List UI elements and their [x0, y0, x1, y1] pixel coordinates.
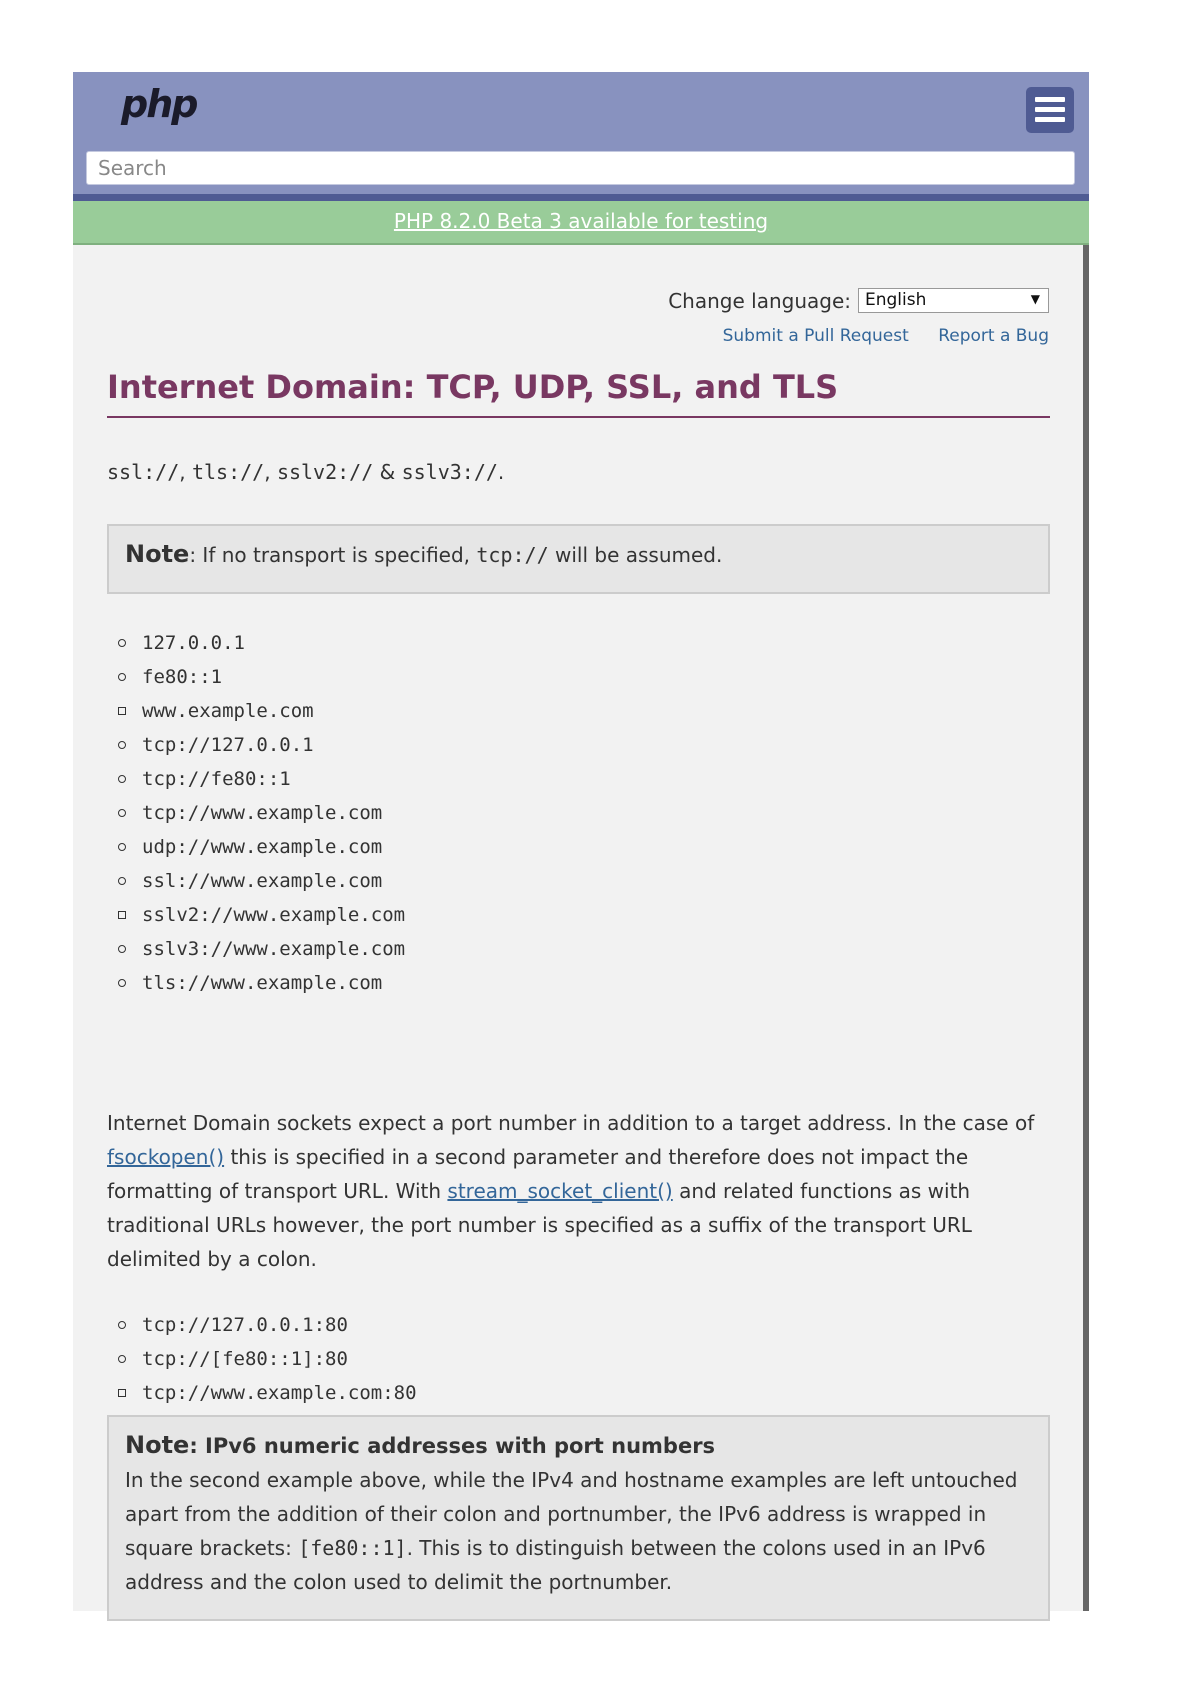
list-item: 127.0.0.1 — [142, 626, 405, 660]
list-item: tcp://127.0.0.1:80 — [142, 1308, 417, 1342]
address-list — [107, 626, 405, 1000]
paragraph-text: and related functions as with traditional URLs however, the port number is specified as a suffix of the transport URL delimited by a colon. — [107, 1179, 972, 1271]
note-body-text: In the second example above, while the IPv4 and hostname examples are left untouched apart from the addition of their colon and portnumber, the IPv6 address is wrapped in square brackets: — [125, 1468, 1018, 1560]
note-label: Note — [125, 1431, 190, 1459]
separator: , — [179, 460, 192, 484]
ssl-code: ssl:// — [107, 460, 180, 484]
announcement-banner — [73, 201, 1089, 245]
search-input[interactable] — [86, 151, 1075, 185]
language-selected-value: English — [865, 290, 927, 310]
list-item: www.example.com — [142, 694, 405, 728]
sslv3-code: sslv3:// — [401, 460, 498, 484]
list-item: tcp://127.0.0.1 — [142, 728, 405, 762]
language-chooser — [668, 288, 1049, 313]
note-text-end: will be assumed. — [548, 543, 723, 567]
ipv6-code: [fe80::1] — [298, 1536, 407, 1560]
page-title: Internet Domain: TCP, UDP, SSL, and TLS — [107, 368, 1050, 418]
report-bug-link[interactable]: Report a Bug — [938, 326, 1049, 346]
list-item: fe80::1 — [142, 660, 405, 694]
note-title: : IPv6 numeric addresses with port numbers — [189, 1434, 716, 1458]
paragraph-text: this is specified in a second parameter and therefore does not impact the formatting of transport URL. With — [107, 1145, 969, 1203]
sslv2-code: sslv2:// — [276, 460, 374, 484]
tls-code: tls:// — [191, 460, 265, 484]
note-text: : If no transport is specified, — [189, 543, 477, 567]
php-logo[interactable]: php — [121, 82, 197, 126]
announcement-link[interactable]: PHP 8.2.0 Beta 3 available for testing — [393, 209, 769, 233]
stream-socket-client-link[interactable]: stream_socket_client() — [447, 1179, 673, 1203]
ampersand: & — [373, 460, 402, 484]
intro-text — [107, 460, 504, 484]
list-item: tcp://www.example.com:80 — [142, 1376, 417, 1410]
tcp-code: tcp:// — [476, 543, 549, 567]
dropdown-arrow-icon: ▼ — [1030, 292, 1040, 306]
note-label: Note — [125, 540, 190, 568]
language-select[interactable] — [858, 288, 1049, 313]
site-header — [73, 72, 1089, 201]
change-language-label: Change language: — [668, 288, 851, 313]
list-item: tcp://fe80::1 — [142, 762, 405, 796]
page-frame — [73, 72, 1089, 1611]
list-item: tcp://www.example.com — [142, 796, 405, 830]
port-number-paragraph — [107, 1106, 1050, 1276]
paragraph-text: Internet Domain sockets expect a port number in addition to a target address. In the case of — [107, 1111, 1035, 1135]
note-body — [125, 1463, 1032, 1599]
period: . — [497, 460, 505, 484]
list-item: ssl://www.example.com — [142, 864, 405, 898]
fsockopen-link[interactable]: fsockopen() — [107, 1145, 225, 1169]
note-title-row — [125, 1431, 1032, 1459]
list-item: tls://www.example.com — [142, 966, 405, 1000]
edit-links — [699, 326, 1049, 346]
list-item: udp://www.example.com — [142, 830, 405, 864]
submit-pull-request-link[interactable]: Submit a Pull Request — [722, 326, 909, 346]
note-body-text-end: . This is to distinguish between the colons used in an IPv6 address and the colon used to delimit the portnumber. — [125, 1536, 986, 1594]
note-default-transport — [107, 524, 1050, 594]
list-item: sslv2://www.example.com — [142, 898, 405, 932]
content-right-border — [1083, 245, 1089, 1611]
list-item: sslv3://www.example.com — [142, 932, 405, 966]
separator: , — [264, 460, 277, 484]
hamburger-menu-icon[interactable] — [1026, 87, 1074, 133]
note-ipv6-ports — [107, 1415, 1050, 1621]
port-address-list — [107, 1308, 417, 1410]
list-item: tcp://[fe80::1]:80 — [142, 1342, 417, 1376]
